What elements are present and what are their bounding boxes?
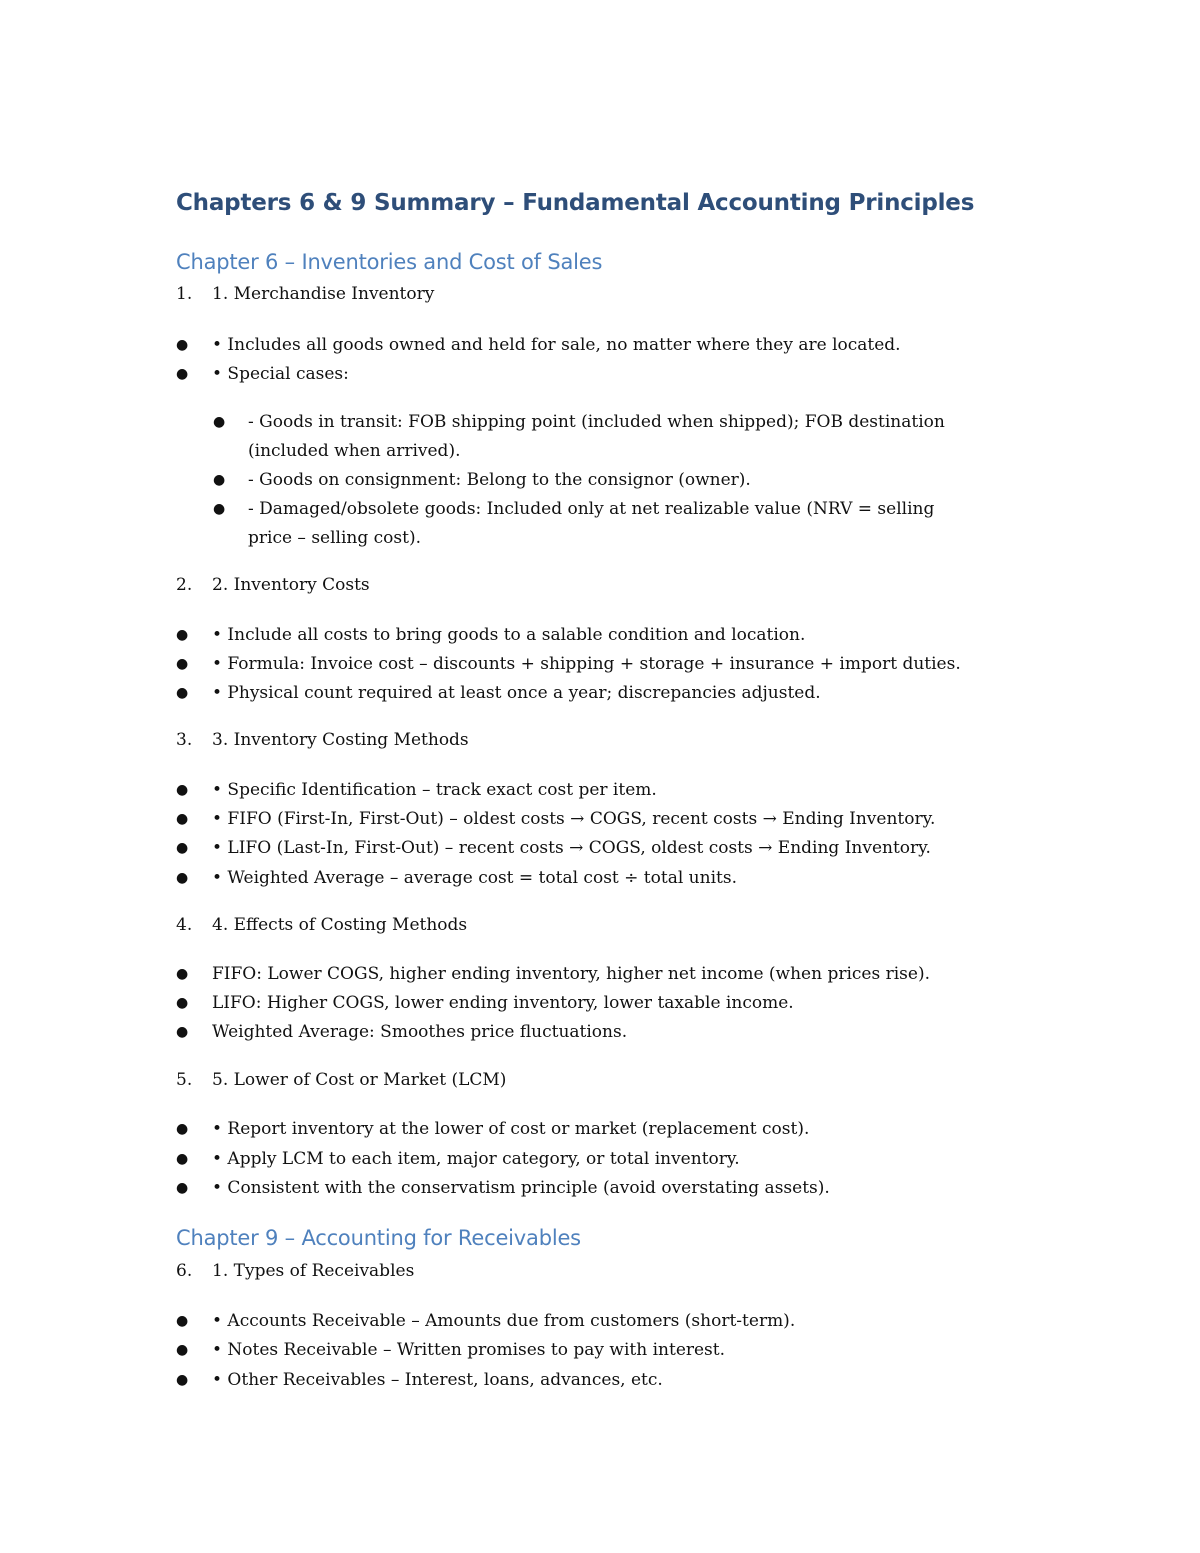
bullet-item: ● • Includes all goods owned and held for sale, no matter where they are located. xyxy=(212,331,901,360)
bullet-icon: ● xyxy=(176,840,189,856)
list-item-section-2 xyxy=(176,575,370,595)
bullet-item: ● • Specific Identification – track exact cost per item. xyxy=(212,776,657,805)
bullet-item: ● • Physical count required at least once a year; discrepancies adjusted. xyxy=(212,679,821,708)
bullet-item: ● • LIFO (Last-In, First-Out) – recent costs → COGS, oldest costs → Ending Inventory. xyxy=(212,834,931,863)
section-number: 4. xyxy=(176,915,193,935)
bullet-icon: ● xyxy=(176,1342,189,1358)
bullet-icon: ● xyxy=(176,966,189,982)
sub-bullet-item: ● - Goods on consignment: Belong to the consignor (owner). xyxy=(248,466,751,495)
bullet-icon: ● xyxy=(176,870,189,886)
bullet-item: ● • Consistent with the conservatism principle (avoid overstating assets). xyxy=(212,1174,830,1203)
bullet-icon: ● xyxy=(176,995,189,1011)
list-item-section-1 xyxy=(176,284,434,304)
bullet-item: ● LIFO: Higher COGS, lower ending inventory, lower taxable income. xyxy=(212,989,794,1018)
bullet-icon: ● xyxy=(176,656,189,672)
bullet-item: ● • Accounts Receivable – Amounts due from customers (short-term). xyxy=(212,1307,795,1336)
bullet-icon: ● xyxy=(176,782,189,798)
bullet-icon: ● xyxy=(176,1121,189,1137)
list-item-section-3 xyxy=(176,730,469,750)
bullet-icon: ● xyxy=(176,627,189,643)
section-label: 3. Inventory Costing Methods xyxy=(212,730,469,750)
chapter9-heading: Chapter 9 – Accounting for Receivables xyxy=(176,1226,581,1250)
bullet-item: ● • Special cases: xyxy=(212,360,349,389)
bullet-icon: ● xyxy=(213,501,226,517)
bullet-item: ● • Weighted Average – average cost = total cost ÷ total units. xyxy=(212,864,737,893)
bullet-item: ● • FIFO (First-In, First-Out) – oldest costs → COGS, recent costs → Ending Inventory. xyxy=(212,805,935,834)
list-item-section-5 xyxy=(176,1070,506,1090)
bullet-item: ● FIFO: Lower COGS, higher ending inventory, higher net income (when prices rise). xyxy=(212,960,930,989)
bullet-icon: ● xyxy=(213,472,226,488)
section-label: 1. Merchandise Inventory xyxy=(212,284,435,304)
document-title: Chapters 6 & 9 Summary – Fundamental Accounting Principles xyxy=(176,190,975,216)
section-label: 4. Effects of Costing Methods xyxy=(212,915,468,935)
bullet-item: ● • Formula: Invoice cost – discounts + shipping + storage + insurance + import duties. xyxy=(212,650,961,679)
section-number: 2. xyxy=(176,575,193,595)
sub-bullet-item: ● - Damaged/obsolete goods: Included only at net realizable value (NRV = selling xyxy=(248,495,934,524)
section-number: 1. xyxy=(176,284,193,304)
bullet-item: ● • Notes Receivable – Written promises to pay with interest. xyxy=(212,1336,725,1365)
chapter6-heading: Chapter 6 – Inventories and Cost of Sales xyxy=(176,250,603,274)
list-item-section-4 xyxy=(176,915,467,935)
section-label: 2. Inventory Costs xyxy=(212,575,370,595)
bullet-item: ● • Other Receivables – Interest, loans, advances, etc. xyxy=(212,1366,663,1395)
sub-bullet-continuation: price – selling cost). xyxy=(248,528,422,548)
list-item-section-6 xyxy=(176,1261,414,1281)
bullet-icon: ● xyxy=(176,811,189,827)
section-number: 5. xyxy=(176,1070,193,1090)
bullet-item: ● • Report inventory at the lower of cost or market (replacement cost). xyxy=(212,1115,809,1144)
bullet-item: ● Weighted Average: Smoothes price fluctuations. xyxy=(212,1018,627,1047)
bullet-icon: ● xyxy=(213,414,226,430)
section-label: 1. Types of Receivables xyxy=(212,1261,415,1281)
section-number: 6. xyxy=(176,1261,193,1281)
bullet-icon: ● xyxy=(176,685,189,701)
section-number: 3. xyxy=(176,730,193,750)
bullet-icon: ● xyxy=(176,1024,189,1040)
section-label: 5. Lower of Cost or Market (LCM) xyxy=(212,1070,507,1090)
bullet-item: ● • Apply LCM to each item, major category, or total inventory. xyxy=(212,1145,740,1174)
bullet-item: ● • Include all costs to bring goods to a salable condition and location. xyxy=(212,621,805,650)
bullet-icon: ● xyxy=(176,1372,189,1388)
bullet-icon: ● xyxy=(176,337,189,353)
bullet-icon: ● xyxy=(176,1180,189,1196)
bullet-icon: ● xyxy=(176,366,189,382)
bullet-icon: ● xyxy=(176,1151,189,1167)
sub-bullet-continuation: (included when arrived). xyxy=(248,441,461,461)
bullet-icon: ● xyxy=(176,1313,189,1329)
sub-bullet-item: ● - Goods in transit: FOB shipping point (included when shipped); FOB destination xyxy=(248,408,945,437)
